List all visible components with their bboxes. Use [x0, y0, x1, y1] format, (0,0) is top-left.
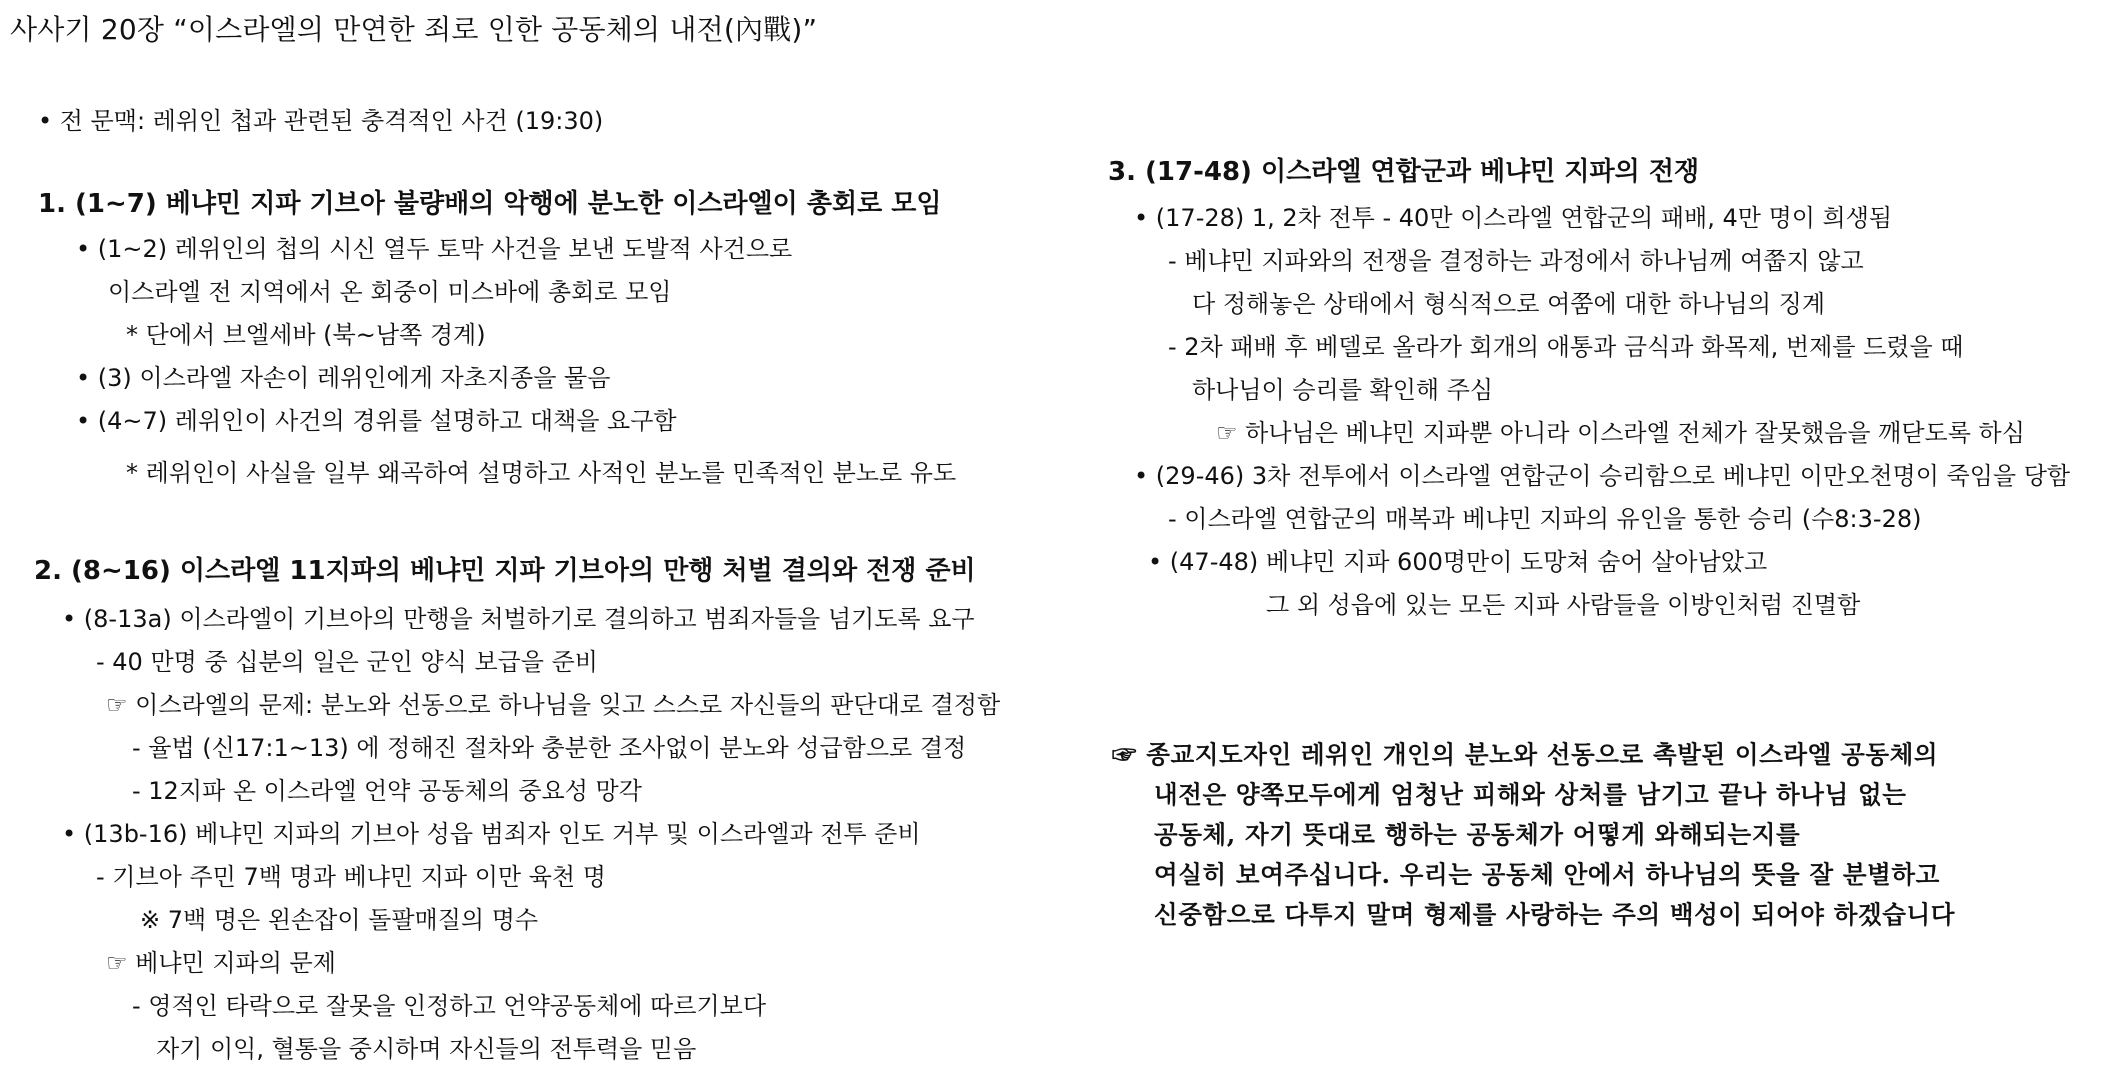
section-2-line: - 12지파 온 이스라엘 언약 공동체의 중요성 망각 — [132, 777, 642, 805]
section-2-line: - 40 만명 중 십분의 일은 군인 양식 보급을 준비 — [96, 648, 598, 676]
section-1-line: • (4~7) 레위인이 사건의 경위를 설명하고 대책을 요구함 — [76, 407, 677, 435]
section-2-line: • (13b-16) 베냐민 지파의 기브아 성읍 범죄자 인도 거부 및 이스라엘과 전투 준비 — [62, 820, 921, 848]
section-1-heading: 1. (1~7) 베냐민 지파 기브아 불량배의 악행에 분노한 이스라엘이 총회로 모임 — [38, 189, 942, 219]
section-3-line: • (17-28) 1, 2차 전투 - 40만 이스라엘 연합군의 패배, 4만 명이 희생됨 — [1134, 204, 1893, 232]
section-1-line: • (1~2) 레위인의 첩의 시신 열두 토막 사건을 보낸 도발적 사건으로 — [76, 235, 793, 263]
section-3-line: 하나님이 승리를 확인해 주심 — [1192, 376, 1494, 404]
section-3-line: 다 정해놓은 상태에서 형식적으로 여쭘에 대한 하나님의 징계 — [1192, 290, 1826, 318]
conclusion-line: 공동체, 자기 뜻대로 행하는 공동체가 어떻게 와해되는지를 — [1154, 820, 1801, 849]
section-1-line: • (3) 이스라엘 자손이 레위인에게 자초지종을 물음 — [76, 364, 611, 392]
section-3-heading: 3. (17-48) 이스라엘 연합군과 베냐민 지파의 전쟁 — [1108, 157, 1700, 187]
section-1-line: 이스라엘 전 지역에서 온 회중이 미스바에 총회로 모임 — [108, 278, 672, 306]
conclusion-line: 신중함으로 다투지 말며 형제를 사랑하는 주의 백성이 되어야 하겠습니다 — [1154, 900, 1956, 929]
section-2-line: 자기 이익, 혈통을 중시하며 자신들의 전투력을 믿음 — [156, 1035, 697, 1063]
section-2-line: • (8-13a) 이스라엘이 기브아의 만행을 처벌하기로 결의하고 범죄자들을 넘기도록 요구 — [62, 605, 975, 633]
section-2-line: ☞ 베냐민 지파의 문제 — [106, 949, 336, 977]
section-2-line: ※ 7백 명은 왼손잡이 돌팔매질의 명수 — [140, 906, 539, 934]
conclusion-line: ☞ 종교지도자인 레위인 개인의 분노와 선동으로 촉발된 이스라엘 공동체의 — [1112, 740, 1939, 769]
section-3-line: - 베냐민 지파와의 전쟁을 결정하는 과정에서 하나님께 여쭙지 않고 — [1168, 247, 1864, 275]
page-title: 사사기 20장 “이스라엘의 만연한 죄로 인한 공동체의 내전(內戰)” — [10, 13, 818, 46]
conclusion-line: 여실히 보여주십니다. 우리는 공동체 안에서 하나님의 뜻을 잘 분별하고 — [1154, 860, 1940, 889]
section-2-heading: 2. (8~16) 이스라엘 11지파의 베냐민 지파 기브아의 만행 처벌 결의와 전쟁 준비 — [34, 556, 976, 586]
section-2-line: - 영적인 타락으로 잘못을 인정하고 언약공동체에 따르기보다 — [132, 992, 767, 1020]
section-2-line: ☞ 이스라엘의 문제: 분노와 선동으로 하나님을 잊고 스스로 자신들의 판단대로 결정함 — [106, 691, 1001, 719]
section-3-line: - 2차 패배 후 베델로 올라가 회개의 애통과 금식과 화목제, 번제를 드렸을 때 — [1168, 333, 1964, 361]
section-3-line: 그 외 성읍에 있는 모든 지파 사람들을 이방인처럼 진멸함 — [1266, 591, 1861, 619]
section-3-line: • (47-48) 베냐민 지파 600명만이 도망쳐 숨어 살아남았고 — [1148, 548, 1768, 576]
section-1-line: * 레위인이 사실을 일부 왜곡하여 설명하고 사적인 분노를 민족적인 분노로 유도 — [126, 459, 957, 487]
section-3-line: • (29-46) 3차 전투에서 이스라엘 연합군이 승리함으로 베냐민 이만오천명이 죽임을 당함 — [1134, 462, 2071, 490]
conclusion-line: 내전은 양쪽모두에게 엄청난 피해와 상처를 남기고 끝나 하나님 없는 — [1154, 780, 1907, 809]
section-2-line: - 율법 (신17:1~13) 에 정해진 절차와 충분한 조사없이 분노와 성급함으로 결정 — [132, 734, 967, 762]
section-3-line: - 이스라엘 연합군의 매복과 베냐민 지파의 유인을 통한 승리 (수8:3-28) — [1168, 505, 1922, 533]
section-2-line: - 기브아 주민 7백 명과 베냐민 지파 이만 육천 명 — [96, 863, 606, 891]
section-1-line: * 단에서 브엘세바 (북~남쪽 경계) — [126, 321, 486, 349]
section-3-line: ☞ 하나님은 베냐민 지파뿐 아니라 이스라엘 전체가 잘못했음을 깨닫도록 하심 — [1216, 419, 2025, 447]
context-note: • 전 문맥: 레위인 첩과 관련된 충격적인 사건 (19:30) — [38, 107, 604, 135]
